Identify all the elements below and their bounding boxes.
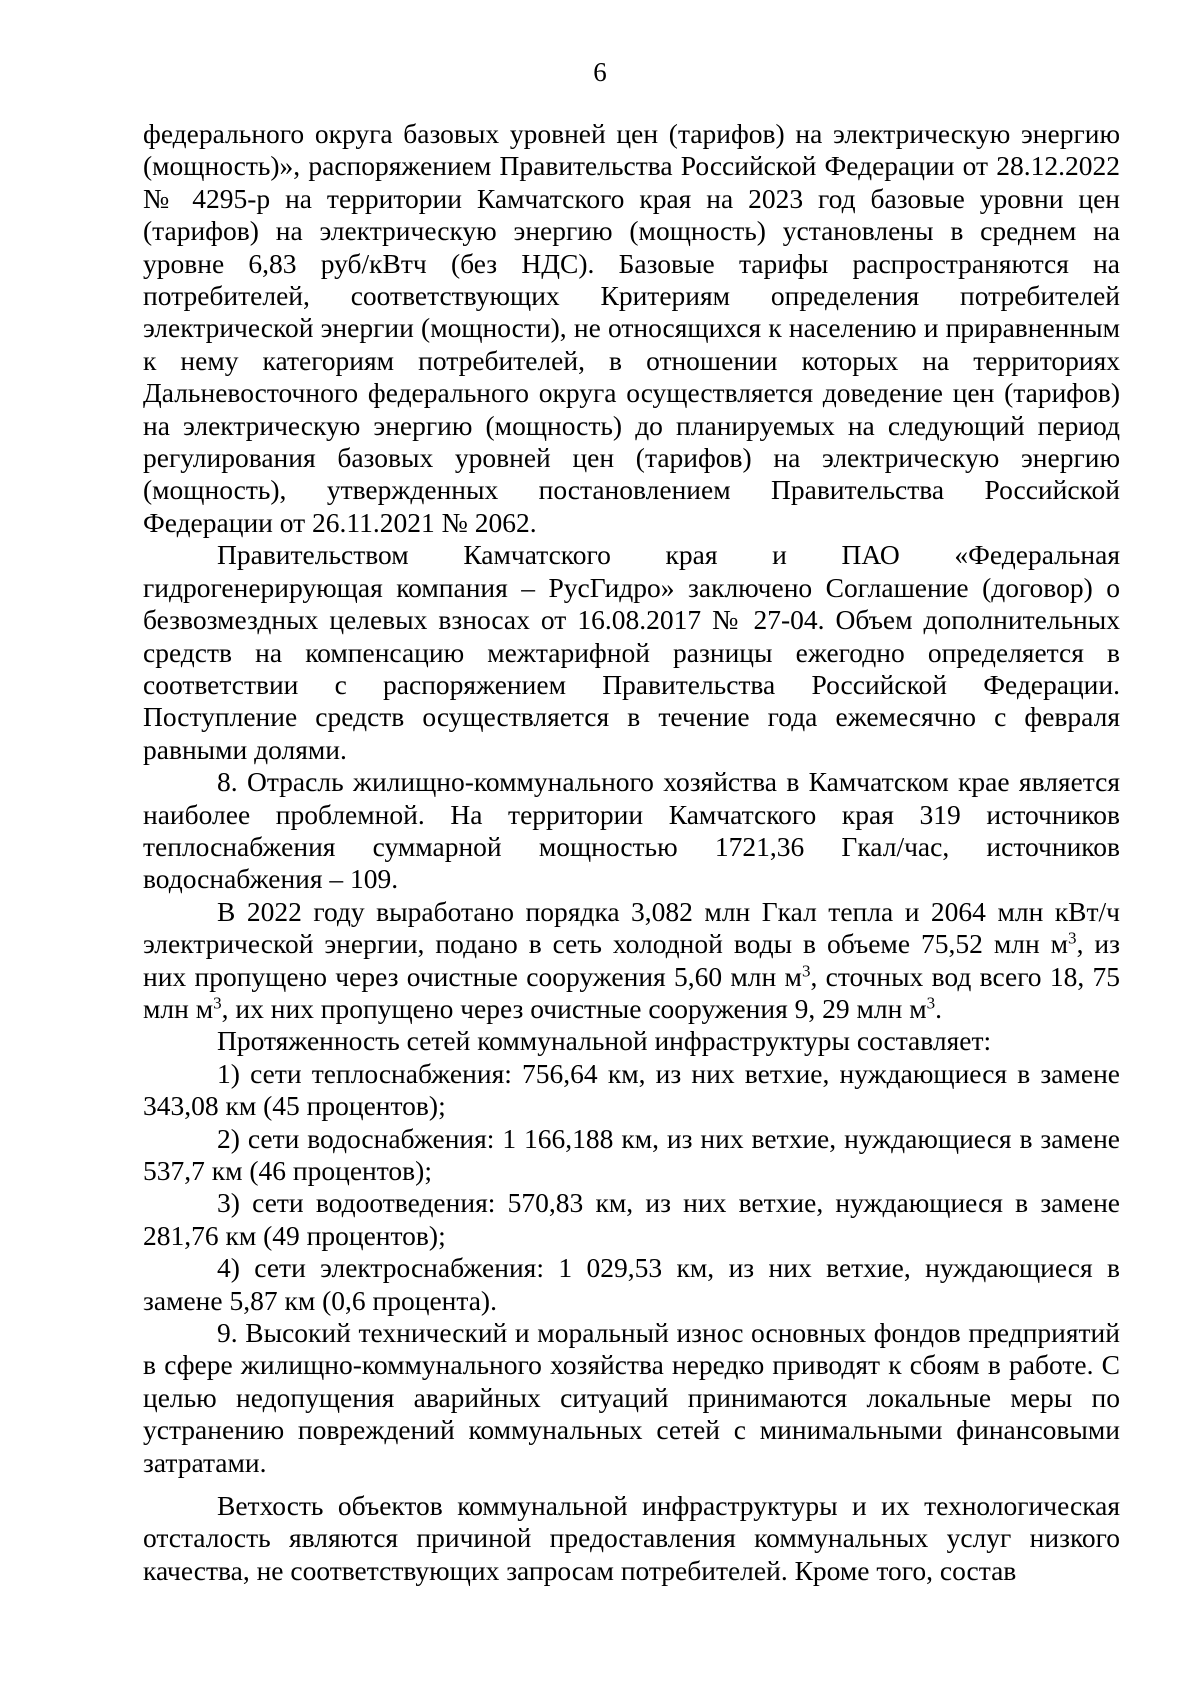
paragraph-2022-production [143,896,1120,1026]
production-text-part-2: , из них пропущено через очистные сооружения 5,60 млн м [143,928,1120,992]
superscript-cubic-3: 3 [213,993,222,1013]
paragraph-rushydro-agreement: Правительством Камчатского края и ПАО «Федеральная гидрогенерирующая компания – РусГидро» заключено Соглашение (договор) о безвозмездных целевых взносах от 16.08.2017 № 27-04. Объем дополнительных средств на компенсацию межтарифной разницы ежегодно определяется в соответствии с распоряжением Правительства Российской Федерации. Поступление средств осуществляется в течение года ежемесячно с февраля равными долями. [143,539,1120,765]
superscript-cubic-1: 3 [1068,928,1077,948]
paragraph-tariffs-continued: федерального округа базовых уровней цен (тарифов) на электрическую энергию (мощность)», распоряжением Правительства Российской Федерации от 28.12.2022 № 4295-р на территории Камчатского края на 2023 год базовые уровни цен (тарифов) на электрическую энергию (мощность) установлены в среднем на уровне 6,83 руб/кВтч (без НДС). Базовые тарифы распространяются на потребителей, соответствующих Критериям определения потребителей электрической энергии (мощности), не относящихся к населению и приравненным к нему категориям потребителей, в отношении которых на территориях Дальневосточного федерального округа осуществляется доведение цен (тарифов) на электрическую энергию (мощность) до планируемых на следующий период регулирования базовых уровней цен (тарифов) на электрическую энергию (мощность), утвержденных постановлением Правительства Российской Федерации от 26.11.2021 № 2062. [143,118,1120,538]
paragraph-item-8-housing-utilities: 8. Отрасль жилищно-коммунального хозяйства в Камчатском крае является наиболее проблемной. На территории Камчатского края 319 источников теплоснабжения суммарной мощностью 1721,36 Гкал/час, источников водоснабжения – 109. [143,766,1120,895]
paragraph-infrastructure-obsolescence: Ветхость объектов коммунальной инфраструктуры и их технологическая отсталость являются причиной предоставления коммунальных услуг низкого качества, не соответствующих запросам потребителей. Кроме того, состав [143,1490,1120,1586]
document-body [143,118,1120,1587]
production-text-part-4: , их них пропущено через очистные сооружения 9, 29 млн м [221,992,927,1024]
page-number: 6 [593,57,607,87]
production-text-part-5: . [935,992,943,1024]
list-item-power-supply: 4) сети электроснабжения: 1 029,53 км, из них ветхие, нуждающиеся в замене 5,87 км (0,6 процента). [143,1252,1120,1316]
superscript-cubic-2: 3 [801,961,811,981]
superscript-cubic-4: 3 [926,993,936,1013]
list-item-water-supply: 2) сети водоснабжения: 1 166,188 км, из них ветхие, нуждающиеся в замене 537,7 км (46 процентов); [143,1122,1120,1186]
paragraph-item-9-wear: 9. Высокий технический и моральный износ основных фондов предприятий в сфере жилищно-коммунального хозяйства нередко приводят к сбоям в работе. С целью недопущения аварийных ситуаций принимаются локальные меры по устранению повреждений коммунальных сетей с минимальными финансовыми затратами. [143,1317,1120,1478]
production-text-part-1: В 2022 году выработано порядка 3,082 млн Гкал тепла и 2064 млн кВт/ч электрической энергии, подано в сеть холодной воды в объеме 75,52 млн м [143,895,1120,960]
list-item-heat-supply: 1) сети теплоснабжения: 756,64 км, из них ветхие, нуждающиеся в замене 343,08 км (45 процентов); [143,1057,1120,1122]
list-item-sewerage: 3) сети водоотведения: 570,83 км, из них ветхие, нуждающиеся в замене 281,76 км (49 процентов); [143,1187,1120,1251]
paragraph-network-length-intro: Протяженность сетей коммунальной инфраструктуры составляет: [217,1025,992,1057]
production-text-part-3: , сточных вод всего 18, 75 млн м [143,960,1120,1024]
